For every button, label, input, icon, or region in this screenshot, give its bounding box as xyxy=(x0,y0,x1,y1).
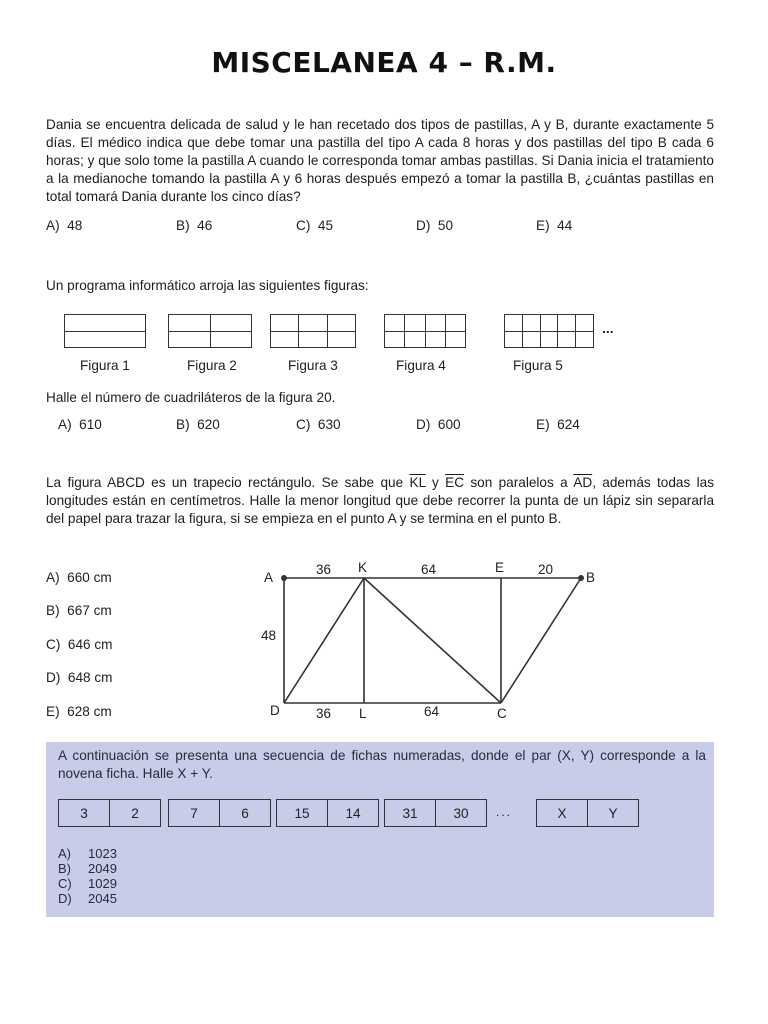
q3-option-c[interactable]: C) 646 cm xyxy=(46,636,113,652)
q1-option-d[interactable]: D) 50 xyxy=(416,218,454,233)
q3-option-b[interactable]: B) 667 cm xyxy=(46,603,112,619)
q3-option-e[interactable]: E) 628 cm xyxy=(46,703,112,719)
label-e: E xyxy=(495,560,505,575)
q1-option-c[interactable]: C) 45 xyxy=(296,218,334,233)
question-2-options xyxy=(46,417,714,437)
question-1-options xyxy=(46,218,714,238)
label-d: D xyxy=(270,703,280,718)
question-4-panel xyxy=(46,742,714,917)
question-2-text: Halle el número de cuadriláteros de la figura 20. xyxy=(46,390,336,405)
q4-option-b[interactable]: B) 2049 xyxy=(58,861,117,876)
question-4-options xyxy=(58,846,117,906)
question-1-text: Dania se encuentra delicada de salud y le han recetado dos tipos de pastillas, A y B, durante exactamente 5 días. El médico indica que debe tomar una pastilla del tipo A cada 8 horas y dos pastillas del tipo B cada 6 horas; y que solo tome la pastilla A cuando le corresponda tomar ambas pastillas. Si Dania inicia el tratamiento a la medianoche tomando la pastilla A y 6 horas después empezó a tomar la pastilla B, ¿cuántas pastillas en total tomará Dania durante los cinco días? xyxy=(46,117,714,204)
length-eb: 20 xyxy=(538,562,554,577)
point-b-dot xyxy=(578,575,584,581)
figure-1-grid xyxy=(64,314,146,348)
q4-option-c[interactable]: C) 1029 xyxy=(58,876,117,891)
chip-3: 15 14 xyxy=(276,799,379,827)
length-ak: 36 xyxy=(316,562,332,577)
chip-sequence xyxy=(58,799,706,835)
question-3-options xyxy=(46,570,166,737)
segment-ec: $\overline{EC}$ xyxy=(445,475,465,490)
figure-2-grid xyxy=(168,314,252,348)
q2-option-a[interactable]: A) 610 xyxy=(58,417,102,432)
chip-dots: ... xyxy=(496,805,513,819)
label-k: K xyxy=(358,560,368,575)
figure-4-label: Figura 4 xyxy=(396,358,446,373)
figure-1-label: Figura 1 xyxy=(80,358,130,373)
chip-1: 3 2 xyxy=(58,799,161,827)
figure-dots: ... xyxy=(602,320,614,336)
q1-option-b[interactable]: B) 46 xyxy=(176,218,213,233)
length-lc: 64 xyxy=(424,704,440,719)
q2-option-c[interactable]: C) 630 xyxy=(296,417,341,432)
label-l: L xyxy=(359,706,367,720)
point-a-dot xyxy=(281,575,287,581)
length-ad: 48 xyxy=(261,628,277,643)
chip-xy: X Y xyxy=(536,799,639,827)
figure-2-label: Figura 2 xyxy=(187,358,237,373)
q4-option-d[interactable]: D) 2045 xyxy=(58,891,117,906)
label-c: C xyxy=(497,706,507,720)
page-title: MISCELANEA 4 – R.M. xyxy=(211,46,557,79)
length-ke: 64 xyxy=(421,562,437,577)
length-dl: 36 xyxy=(316,706,332,720)
q2-option-b[interactable]: B) 620 xyxy=(176,417,220,432)
q2-option-d[interactable]: D) 600 xyxy=(416,417,461,432)
question-2-intro: Un programa informático arroja las siguientes figuras: xyxy=(46,278,369,293)
edge-kc xyxy=(364,578,501,703)
q2-option-e[interactable]: E) 624 xyxy=(536,417,580,432)
segment-ad: $\overline{AD}$ xyxy=(573,475,593,490)
figure-5-grid xyxy=(504,314,594,348)
trapezoid-diagram xyxy=(256,560,656,720)
segment-kl: $\overline{KL}$ xyxy=(409,475,426,490)
question-2 xyxy=(46,277,714,437)
figure-3-label: Figura 3 xyxy=(288,358,338,373)
chip-2: 7 6 xyxy=(168,799,271,827)
question-3 xyxy=(46,474,714,734)
edge-dk xyxy=(284,578,364,703)
figure-sequence xyxy=(46,306,714,386)
q1-option-e[interactable]: E) 44 xyxy=(536,218,573,233)
q3-option-a[interactable]: A) 660 cm xyxy=(46,570,112,585)
label-b: B xyxy=(586,570,596,585)
figure-3-grid xyxy=(270,314,356,348)
figure-4-grid xyxy=(384,314,466,348)
figure-5-label: Figura 5 xyxy=(513,358,563,373)
label-a: A xyxy=(264,570,274,585)
q4-option-a[interactable]: A) 1023 xyxy=(58,846,117,861)
question-4-text: A continuación se presenta una secuencia de fichas numeradas, donde el par (X, Y) corresponde a la novena ficha. Halle X + Y. xyxy=(58,748,706,781)
chip-4: 31 30 xyxy=(384,799,487,827)
edge-cb xyxy=(501,578,581,703)
question-3-text: La figura ABCD es un trapecio rectángulo. Se sabe que $\overline{KL}$ y $\overline{EC}$ son paralelos a $\overline{AD}$, además todas las longitudes están en centímetros. Halle la menor longitud que debe recorrer la punta de un lápiz sin separarla del papel para trazar la figura, si se empieza en el punto A y se termina en el punto B. xyxy=(46,475,714,526)
q1-option-a[interactable]: A) 48 xyxy=(46,218,83,233)
q3-option-d[interactable]: D) 648 cm xyxy=(46,670,113,686)
question-1 xyxy=(46,116,714,238)
